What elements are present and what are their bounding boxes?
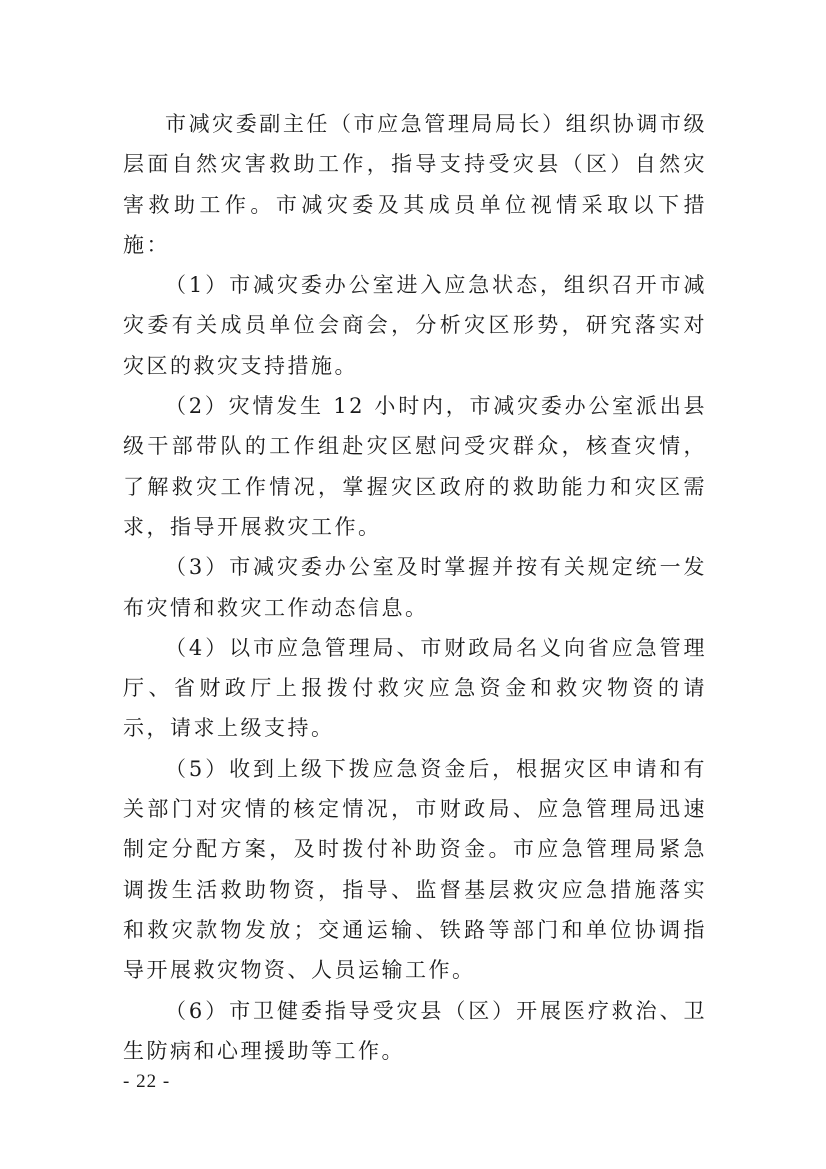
paragraph-measure-2: （2）灾情发生 12 小时内，市减灾委办公室派出县级干部带队的工作组赴灾区慰问受灾群众，核查灾情，了解救灾工作情况，掌握灾区政府的救助能力和灾区需求，指导开展救灾工作。: [123, 394, 707, 539]
page-number: - 22 -: [123, 1071, 171, 1092]
paragraph-intro: 市减灾委副主任（市应急管理局局长）组织协调市级层面自然灾害救助工作，指导支持受灾县（区）自然灾害救助工作。市减灾委及其成员单位视情采取以下措施：: [123, 112, 707, 257]
paragraph-measure-6: （6）市卫健委指导受灾县（区）开展医疗救治、卫生防病和心理援助等工作。: [123, 998, 707, 1063]
paragraph-measure-5: （5）收到上级下拨应急资金后，根据灾区申请和有关部门对灾情的核定情况，市财政局、应急管理局迅速制定分配方案，及时拨付补助资金。市应急管理局紧急调拨生活救助物资，指导、监督基层救灾应急措施落实和救灾款物发放；交通运输、铁路等部门和单位协调指导开展救灾物资、人员运输工作。: [123, 756, 707, 983]
paragraph-measure-1: （1）市减灾委办公室进入应急状态，组织召开市减灾委有关成员单位会商会，分析灾区形势，研究落实对灾区的救灾支持措施。: [123, 273, 707, 378]
document-body: [123, 104, 707, 1071]
paragraph-measure-4: （4）以市应急管理局、市财政局名义向省应急管理厅、省财政厅上报拨付救灾应急资金和救灾物资的请示，请求上级支持。: [123, 635, 707, 741]
paragraph-measure-3: （3）市减灾委办公室及时掌握并按有关规定统一发布灾情和救灾工作动态信息。: [123, 555, 707, 620]
